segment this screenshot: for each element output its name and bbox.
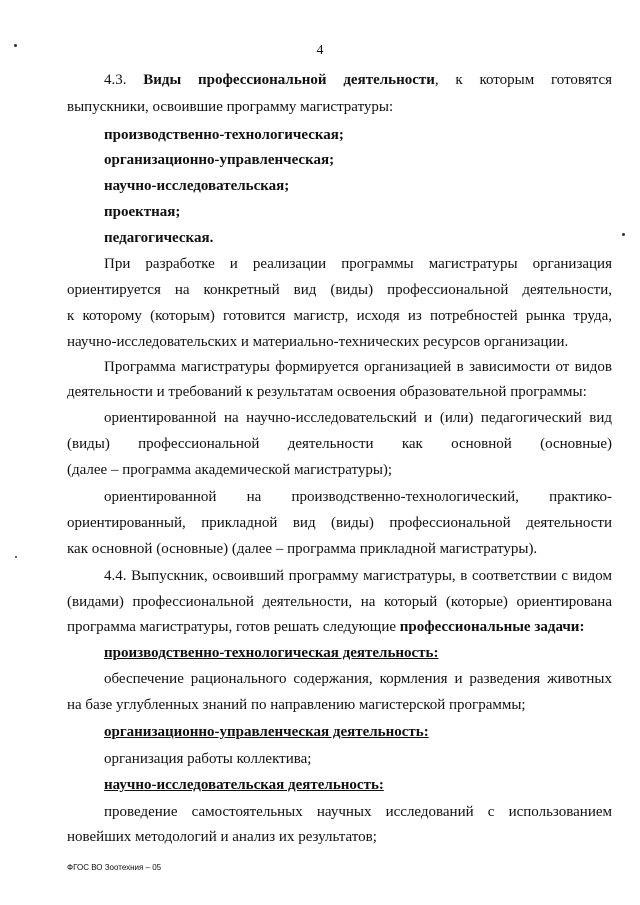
section-4-4-line: 4.4. Выпускник, освоивший программу магистратуры, в соответствии с видом [104, 568, 612, 584]
section-4-4-text: программа магистратуры, готов решать следующие [67, 619, 400, 635]
scan-speck [622, 233, 625, 236]
section-4-3-heading [104, 72, 612, 89]
task-line: организация работы коллектива; [104, 751, 312, 767]
paragraph-line: ориентируется на конкретный вид (виды) профессиональной деятельности, [67, 282, 612, 298]
activity-type: проектная; [104, 204, 181, 220]
task-line: проведение самостоятельных научных исследований с использованием [104, 804, 612, 820]
page-footer: ФГОС ВО Зоотехния – 05 [67, 863, 162, 872]
paragraph-line: ориентированной на производственно-технологический, практико- [104, 489, 612, 505]
section-4-4-line [67, 619, 584, 636]
paragraph-line: (виды) профессиональной деятельности как основной (основные) [67, 436, 612, 452]
task-heading: организационно-управленческая деятельность: [104, 724, 429, 740]
paragraph-line: как основной (основные) (далее – программа прикладной магистратуры). [67, 541, 538, 557]
professional-tasks-label: профессиональные задачи: [399, 619, 585, 635]
task-line: новейших методологий и анализ их результатов; [67, 829, 377, 845]
section-title-bold: Виды профессиональной деятельности [143, 72, 435, 88]
task-heading: производственно-технологическая деятельность: [104, 645, 439, 661]
section-title-rest: , к которым готовятся [434, 72, 613, 88]
activity-type: педагогическая. [104, 230, 214, 246]
activity-type: научно-исследовательская; [104, 178, 290, 194]
section-4-4-line: (видами) профессиональной деятельности, на который (которые) ориентирована [67, 594, 612, 610]
scan-speck [15, 556, 17, 558]
paragraph-line: (далее – программа академической магистратуры); [67, 462, 393, 478]
paragraph-line: ориентированной на научно-исследовательский и (или) педагогический вид [104, 410, 612, 426]
section-4-3-line2: выпускники, освоившие программу магистратуры: [67, 99, 394, 115]
task-line: обеспечение рационального содержания, кормления и разведения животных [104, 671, 612, 687]
task-line: на базе углубленных знаний по направлению магистерской программы; [67, 697, 526, 713]
activity-type: производственно-технологическая; [104, 127, 344, 143]
paragraph-line: деятельности и требований к результатам освоения образовательной программы: [67, 384, 587, 400]
task-heading: научно-исследовательская деятельность: [104, 777, 384, 793]
paragraph-line: к которому (которым) готовится магистр, исходя из потребностей рынка труда, [67, 308, 612, 324]
paragraph-line: При разработке и реализации программы магистратуры организация [104, 256, 612, 272]
page-number: 4 [316, 43, 324, 58]
paragraph-line: Программа магистратуры формируется организацией в зависимости от видов [104, 359, 612, 375]
section-number: 4.3. [104, 72, 127, 88]
activity-type: организационно-управленческая; [104, 152, 335, 168]
paragraph-line: ориентированный, прикладной вид (виды) профессиональной деятельности [67, 515, 612, 531]
paragraph-line: научно-исследовательских и материально-технических ресурсов организации. [67, 334, 569, 350]
